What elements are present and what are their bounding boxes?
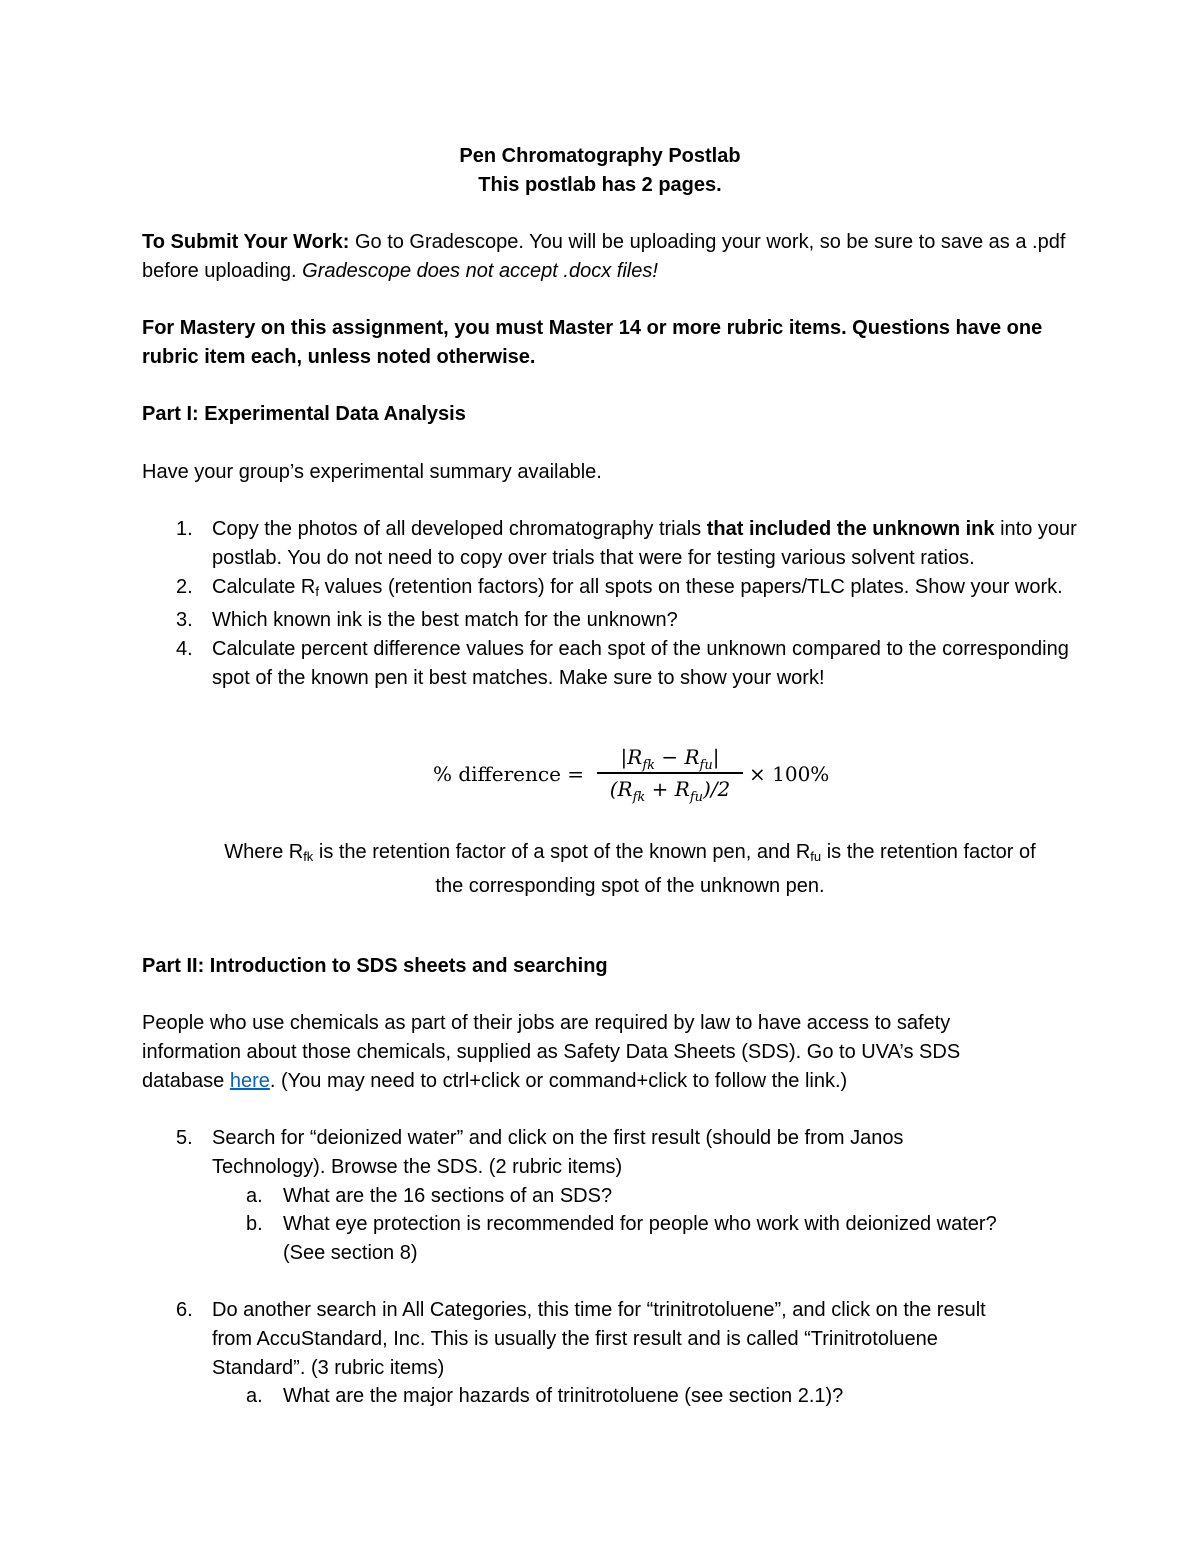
question-5 — [142, 1124, 1002, 1268]
percent-difference-formula — [433, 742, 853, 812]
question-text-cont: values (retention factors) for all spots on these papers/TLC plates. Show your work. — [319, 575, 1063, 598]
part1-intro: Have your group’s experimental summary available. — [142, 461, 602, 483]
part2-intro — [142, 1009, 1047, 1095]
sds-database-link[interactable]: here — [229, 1069, 270, 1092]
sub-question-label: b. — [246, 1213, 263, 1236]
submit-lead: To Submit Your Work: — [142, 231, 350, 253]
formula-fraction — [595, 742, 745, 804]
question-text-cont: into your postlab. You do not need to copy over trials that were for testing various solvent ratios. — [212, 518, 1077, 569]
part1-question-list — [142, 515, 1082, 693]
title-block — [0, 142, 1200, 200]
question-item — [142, 1124, 1002, 1182]
sub-question-text: What are the 16 sections of an SDS? — [283, 1184, 613, 1207]
question-item — [142, 573, 1082, 607]
part2-intro-text-cont: . (You may need to ctrl+click or command+click to follow the link.) — [269, 1069, 848, 1092]
question-number: 1. — [176, 518, 193, 540]
part2-heading: Part II: Introduction to SDS sheets and searching — [142, 955, 608, 977]
question-text: Calculate percent difference values for each spot of the unknown compared to the corresponding spot of the known pen it best matches. Make sure to show your work! — [212, 638, 1069, 689]
submit-instructions — [142, 228, 1072, 286]
question-item — [142, 515, 1082, 573]
question-number: 5. — [176, 1127, 193, 1149]
question-item — [142, 606, 1082, 635]
mastery-paragraph — [142, 314, 1072, 372]
sub-question — [142, 1382, 1022, 1411]
formula-numerator: $|R_{fk} - R_{fu}|$ — [620, 745, 720, 773]
part2-intro-text: People who use chemicals as part of their jobs are required by law to have access to safety information about those chemicals, supplied as Safety Data Sheets (SDS). Go to UVA’s SDS database — [142, 1012, 961, 1092]
formula-rhs: × 100% — [749, 762, 830, 786]
submit-text: Go to Gradescope. You will be uploading your work, so be sure to save as a .pdf before uploading. — [142, 231, 1066, 282]
question-number: 3. — [176, 609, 193, 632]
mastery-text: For Mastery on this assignment, you must Master 14 or more rubric items. Questions have one rubric item each, unless noted otherwise. — [142, 317, 1043, 368]
question-number: 6. — [176, 1299, 193, 1321]
sub-question-label: a. — [246, 1184, 263, 1207]
document-subtitle: This postlab has 2 pages. — [478, 173, 722, 196]
question-text: Copy the photos of all developed chromatography trials — [212, 518, 707, 540]
formula-explanation: Where Rfk is the retention factor of a spot of the known pen, and Rfu is the retention factor of the corresponding spot of the unknown pen. — [224, 841, 1036, 897]
question-item — [142, 1296, 1022, 1382]
question-6 — [142, 1296, 1022, 1411]
sub-question — [142, 1182, 1002, 1211]
sub-question-text: What are the major hazards of trinitrotoluene (see section 2.1)? — [283, 1385, 844, 1408]
sub-question — [142, 1210, 1002, 1268]
question-item — [142, 635, 1082, 693]
question-number: 4. — [176, 638, 193, 661]
question-emphasis: that included the unknown ink — [706, 518, 995, 540]
submit-note: Gradescope does not accept .docx files! — [302, 259, 658, 282]
question-text: Which known ink is the best match for the unknown? — [212, 609, 678, 632]
question-text: Search for “deionized water” and click on the first result (should be from Janos Technology). Browse the SDS. (2 rubric items) — [212, 1127, 904, 1178]
sub-question-label: a. — [246, 1385, 263, 1408]
formula-denominator: $(R_{fk} + R_{fu})/2$ — [609, 777, 731, 805]
question-number: 2. — [176, 575, 193, 598]
question-text: Calculate R — [212, 575, 316, 598]
part1-heading: Part I: Experimental Data Analysis — [142, 403, 466, 425]
question-text: Do another search in All Categories, this time for “trinitrotoluene”, and click on the result from AccuStandard, Inc. This is usually the first result and is called “Trinitrotoluene Standard”. (3 rubric items) — [212, 1299, 986, 1379]
formula-lhs: % difference = — [433, 762, 585, 786]
document-title: Pen Chromatography Postlab — [459, 145, 741, 167]
subscript: f — [315, 583, 320, 599]
sub-question-text: What eye protection is recommended for people who work with deionized water? (See section 8) — [283, 1213, 997, 1265]
